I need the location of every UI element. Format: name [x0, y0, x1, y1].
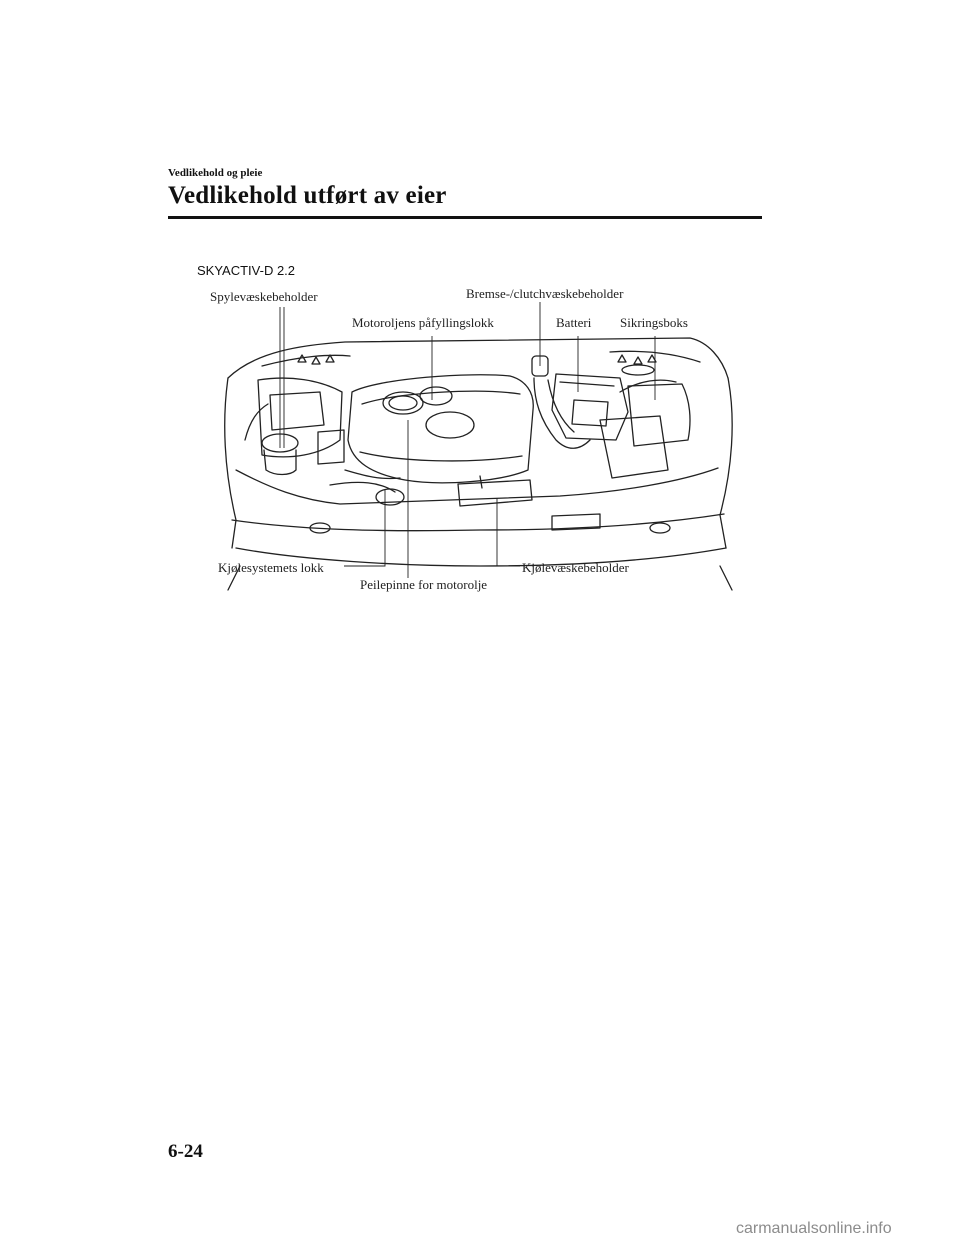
- page-title: Vedlikehold utført av eier: [168, 182, 447, 209]
- watermark-link[interactable]: carmanualsonline.info: [736, 1220, 892, 1237]
- fuse-box-outline: [628, 384, 690, 446]
- callout-fuse-box: Sikringsboks: [620, 315, 688, 330]
- right-strut-mount: [618, 355, 656, 375]
- callout-coolant-reservoir: Kjølevæskebeholder: [522, 560, 629, 575]
- engine-variant-label: SKYACTIV-D 2.2: [197, 263, 296, 278]
- section-label: Vedlikehold og pleie: [168, 167, 263, 179]
- callout-brake-clutch-reservoir: Bremse-/clutchvæskebeholder: [466, 286, 624, 301]
- callout-oil-filler-cap: Motoroljens påfyllingslokk: [352, 315, 494, 330]
- callout-cooling-cap: Kjølesystemets lokk: [218, 560, 324, 575]
- left-strut-mount: [298, 355, 334, 364]
- callout-washer-reservoir: Spylevæskebeholder: [210, 289, 318, 304]
- right-fender-outline: [720, 378, 732, 548]
- callout-oil-dipstick: Peilepinne for motorolje: [360, 577, 488, 592]
- left-fender-outline: [225, 378, 236, 548]
- engine-cover: [348, 375, 533, 483]
- engine-bay-illustration: [0, 0, 960, 620]
- coolant-reservoir-outline: [458, 480, 532, 506]
- page-number: 6-24: [168, 1141, 203, 1162]
- callout-battery: Batteri: [556, 315, 592, 330]
